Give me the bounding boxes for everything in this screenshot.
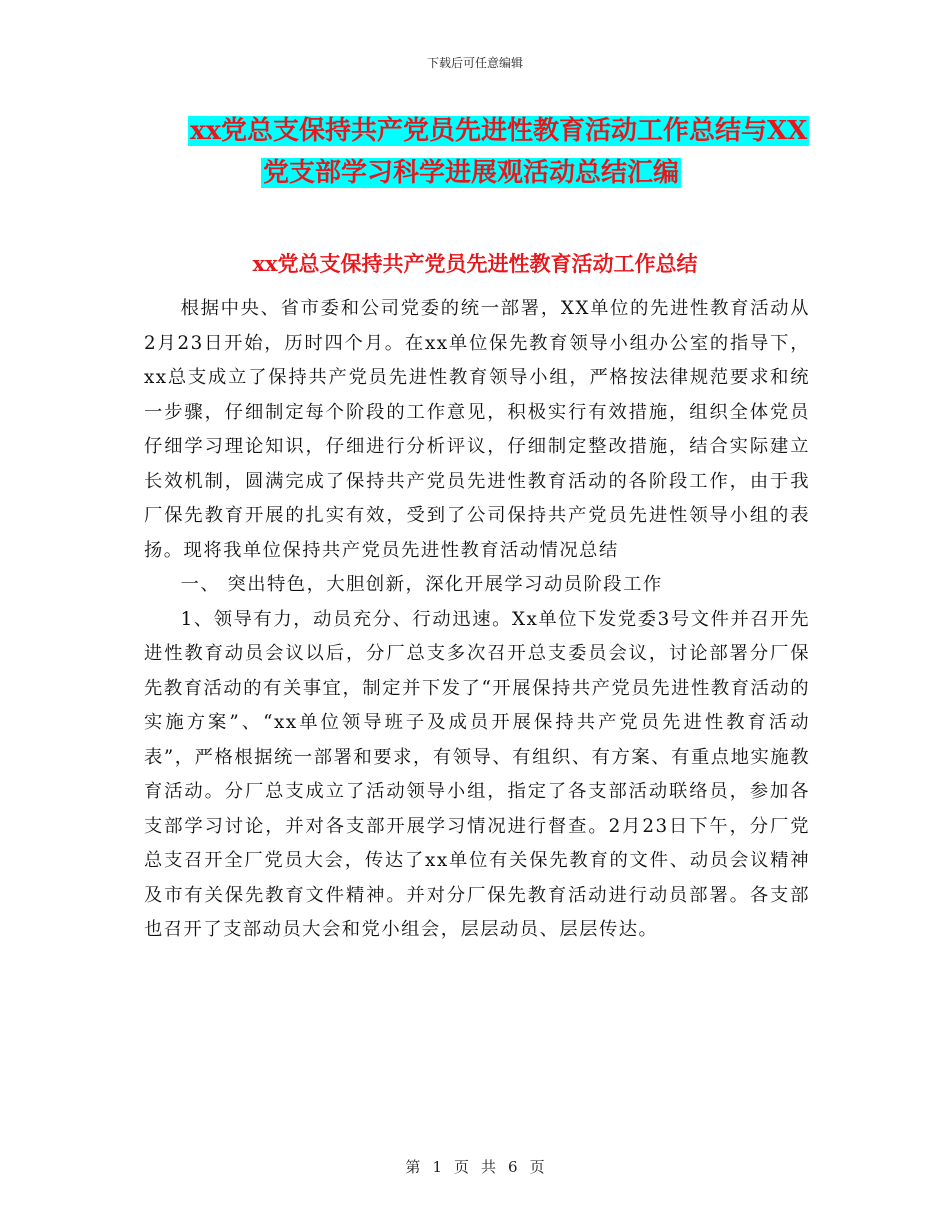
footer-total-label: 共 [481,1158,497,1176]
paragraph-heading-1: 一、 突出特色，大胆创新，深化开展学习动员阶段工作 [180,574,663,595]
section-title: xx党总支保持共产党员先进性教育活动工作总结 [252,251,698,276]
page-number: 1 [432,1158,442,1176]
paragraph-intro: 根据中央、省市委和公司党委的统一部署，XX单位的先进性教育活动从2月23日开始，历时四个月。在xx单位保先教育领导小组办公室的指导下，xx总支成立了保持共产党员先进性教育领导小组，严格按法律规范要求和统一步骤，仔细制定每个阶段的工作意见，积极实行有效措施，组织全体党员仔细学习理论知识，仔细进行分析评议，仔细制定整改措施，结合实际建立长效机制，圆满完成了保持共产党员先进性教育活动的各阶段工作，由于我厂保先教育开展的扎实有效，受到了公司保持共产党员先进性领导小组的表扬。现将我单位保持共产党员先进性教育活动情况总结 [144,298,810,561]
page-total: 6 [508,1158,518,1176]
body-text [144,292,810,948]
title-line-1: xx党总支保持共产党员先进性教育活动工作总结与XX [190,116,808,146]
footer-suffix: 页 [529,1158,545,1176]
header-note: 下载后可任意编辑 [426,56,523,70]
title-line-2: 党支部学习科学进展观活动总结汇编 [263,158,680,188]
footer-page-unit: 页 [453,1158,469,1176]
paragraph-item-1: 1、领导有力，动员充分、行动迅速。Xx单位下发党委3号文件并召开先进性教育动员会议以后，分厂总支多次召开总支委员会议，讨论部署分厂保先教育活动的有关事宜，制定并下发了“开展保持共产党员先进性教育活动的实施方案”、“xx单位领导班子及成员开展保持共产党员先进性教育活动表”，严格根据统一部署和要求，有领导、有组织、有方案、有重点地实施教育活动。分厂总支成立了活动领导小组，指定了各支部活动联络员，参加各支部学习讨论，并对各支部开展学习情况进行督查。2月23日下午，分厂党总支召开全厂党员大会，传达了xx单位有关保先教育的文件、动员会议精神及市有关保先教育文件精神。并对分厂保先教育活动进行动员部署。各支部也召开了支部动员大会和党小组会，层层动员、层层传达。 [144,608,810,940]
footer-prefix: 第 [405,1158,421,1176]
page-footer [0,1156,950,1177]
document-title [100,110,900,194]
